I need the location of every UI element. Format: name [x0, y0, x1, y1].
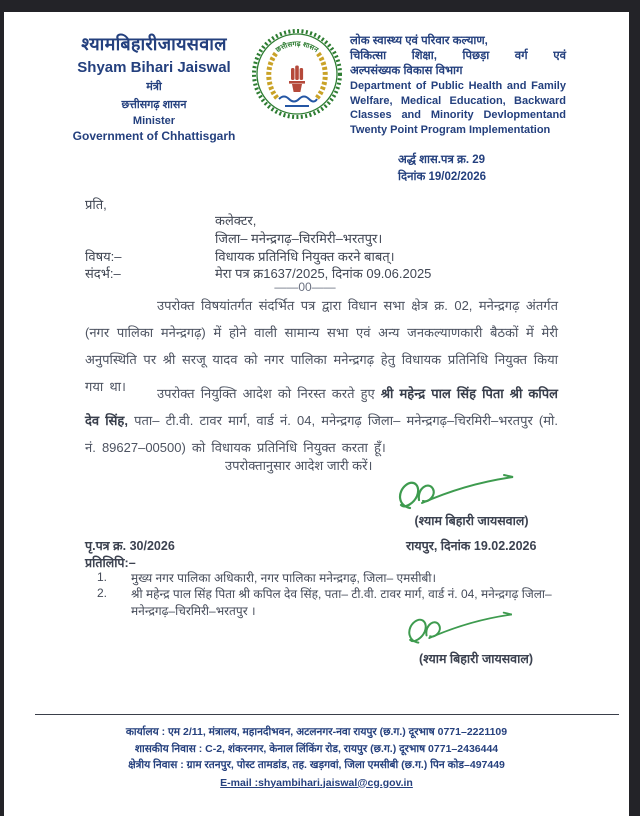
- sender-govt-hindi: छत्तीसगढ़ शासन: [121, 99, 187, 111]
- footer-residence-line: शासकीय निवास : C-2, शंकरनगर, केनाल लिंकिंग रोड, रायपुर (छ.ग.) दूरभाष 0771–2436444: [134, 742, 499, 755]
- section-divider: ——00——: [274, 280, 336, 294]
- addressee-line2: जिला– मनेन्द्रगढ़–चिरमिरी–भरतपुर।: [215, 230, 383, 246]
- sender-block: [64, 32, 244, 143]
- letter-date: दिनांक 19/02/2026: [398, 171, 487, 183]
- copy-item-2-text: श्री महेन्द्र पाल सिंह पिता श्री कपिल देव सिंह, पता– टी.वी. टावर मार्ग, वार्ड नं. 04, मनेन्द्रगढ़ जिला– मनेन्द्रगढ़–चिरमिरी–भरतपुर ।: [131, 587, 552, 618]
- letter-reference-block: [398, 152, 486, 186]
- state-emblem-icon: [251, 28, 343, 120]
- para2-normal-before: उपरोक्त नियुक्ति आदेश को निरस्त करते हुए: [157, 386, 381, 401]
- sender-name-hindi: श्यामबिहारीजायसवाल: [81, 34, 227, 54]
- to-label: प्रति,: [85, 197, 107, 212]
- dept-hindi-line1: लोक स्वास्थ्य एवं परिवार कल्याण,: [350, 35, 488, 47]
- footer-office-line: कार्यालय : एम 2/11, मंत्रालय, महानदीभवन, अटलनगर-नवा रायपुर (छ.ग.) दूरभाष 0771–2221109: [125, 726, 508, 738]
- copy-item-1-text: मुख्य नगर पालिका अधिकारी, नगर पालिका मनेन्द्रगढ़, जिला– एमसीबी।: [131, 571, 437, 585]
- letter-page: [4, 12, 629, 816]
- letter-number: अर्द्ध शास.पत्र क्र. 29: [398, 154, 486, 166]
- body-paragraph-3: उपरोक्तानुसार आदेश जारी करें।: [225, 458, 373, 473]
- copy-to-label: प्रतिलिपि:–: [85, 556, 136, 570]
- subject-label: विषय:–: [85, 249, 122, 264]
- copy-item-1-number: 1.: [97, 570, 108, 584]
- footer-regional-line: क्षेत्रीय निवास : ग्राम रतनपुर, पोस्ट तामडांड, तह. खड़गवां, जिला एमसीबी (छ.ग.) पिन कोड–497449: [128, 759, 505, 771]
- emblem-arc-text: छत्तीसगढ़ शासन: [274, 40, 320, 55]
- para2-normal-after: पता– टी.वी. टावर मार्ग, वार्ड नं. 04, मनेन्द्रगढ़ जिला– मनेन्द्रगढ़–चिरमिरी–भरतपुर (मो. नं. 89627–00500) को विधायक प्रतिनिधि नियुक्त करता हूँ।: [85, 413, 559, 455]
- department-block: [350, 34, 566, 137]
- email-link[interactable]: E-mail :shyambihari.jaiswal@cg.gov.in: [220, 776, 413, 789]
- dept-english-line4: Twenty Point Program Implementation: [350, 123, 551, 136]
- dept-english-line1: Department of Public Health and Family: [350, 80, 566, 92]
- sender-title-english: Minister: [132, 115, 176, 127]
- sender-title-hindi: मंत्री: [146, 81, 162, 93]
- dept-english-line3: Classes and Minority Devlopmentand: [350, 109, 566, 121]
- addressee-line1: कलेक्टर,: [215, 213, 257, 228]
- copy-item-2-number: 2.: [97, 586, 108, 600]
- dept-hindi-line2: चिकित्सा शिक्षा, पिछड़ा वर्ग एवं: [350, 50, 566, 62]
- signatory-name-2: (श्याम बिहारी जायसवाल): [418, 652, 534, 666]
- footer-contact-block: [4, 724, 629, 791]
- signature-icon: [402, 608, 520, 650]
- para2-bold-name: श्री महेन्द्र पाल सिंह पिता श्री कपिल देव सिंह,: [85, 386, 558, 428]
- subject-text: विधायक प्रतिनिधि नियुक्त करने बाबत्।: [215, 249, 395, 264]
- signatory-name-1: (श्याम बिहारी जायसवाल): [414, 514, 529, 528]
- reference-label: संदर्भ:–: [85, 266, 121, 281]
- sender-govt-english: Government of Chhattisgarh: [72, 129, 236, 143]
- dept-hindi-line3: अल्पसंख्यक विकास विभाग: [350, 65, 463, 77]
- body-paragraph-1: उपरोक्त विषयांतर्गत संदर्भित पत्र द्वारा विधान सभा क्षेत्र क्र. 02, मनेन्द्रगढ़ अंतर्गत (नगर पालिका मनेन्द्रगढ़) में होने वाली सामान्य सभा एवं अन्य जनकल्याणकारी बैठकों में मेरी अनुपस्थिति पर श्री सरजू यादव को नगर पालिका मनेन्द्रगढ़ हेतु विधायक प्रतिनिधि नियुक्त किया गया था।: [85, 298, 558, 394]
- endorsement-letter-number: पृ.पत्र क्र. 30/2026: [85, 539, 175, 553]
- footer-divider: [35, 714, 619, 715]
- place-and-date: रायपुर, दिनांक 19.02.2026: [406, 539, 537, 553]
- sender-name-english: Shyam Bihari Jaiswal: [77, 59, 231, 76]
- signature-icon: [392, 470, 522, 516]
- footer-email-line: [4, 775, 629, 792]
- dept-english-line2: Welfare, Medical Education, Backward: [350, 94, 566, 107]
- body-paragraph-2: [85, 380, 558, 461]
- reference-text: मेरा पत्र क्र1637/2025, दिनांक 09.06.2025: [215, 266, 432, 281]
- addressee-block: [215, 212, 382, 247]
